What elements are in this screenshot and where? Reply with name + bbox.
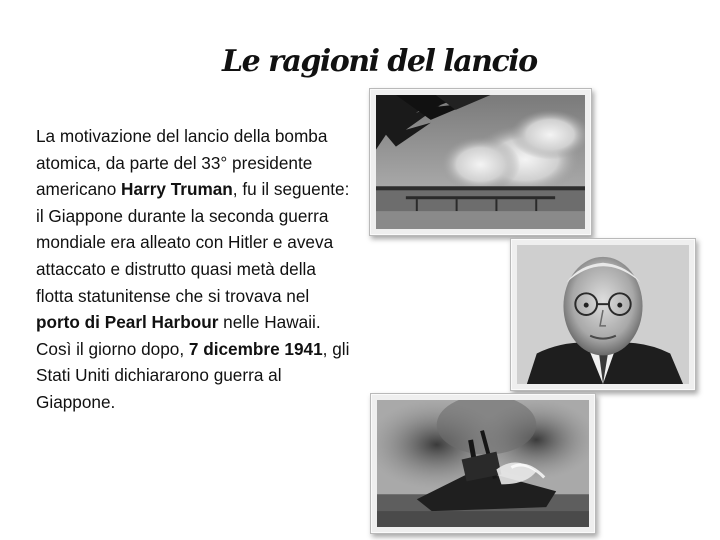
text-run: La motivazione del lancio della bomba atomica, da parte del 33° presidente americano xyxy=(36,126,328,200)
text-run: , gli Stati Uniti dichiararono guerra al Giappone. xyxy=(36,338,350,412)
photo-frame-burning-ship xyxy=(370,393,596,534)
photo-frame-truman-portrait xyxy=(510,238,696,391)
photo-frame-harbor-attack xyxy=(369,88,592,236)
body-paragraph xyxy=(36,123,356,416)
text-run: nelle Hawaii. Così il giorno dopo, xyxy=(36,312,321,359)
harbor-attack-photo xyxy=(376,95,585,229)
bold-run-pearl-harbour: porto di Pearl Harbour xyxy=(36,312,219,333)
bold-run-date: 7 dicembre 1941 xyxy=(188,338,323,359)
burning-ship-photo xyxy=(377,400,589,527)
truman-portrait-photo xyxy=(517,245,689,384)
text-run: , fu il seguente: il Giappone durante la seconda guerra mondiale era alleato con Hitler e aveva attaccato e distrutto quasi metà della flotta statunitense che si trovava nel xyxy=(36,179,350,306)
slide-title: Le ragioni del lancio xyxy=(222,44,537,79)
bold-run-truman: Harry Truman xyxy=(121,179,233,200)
